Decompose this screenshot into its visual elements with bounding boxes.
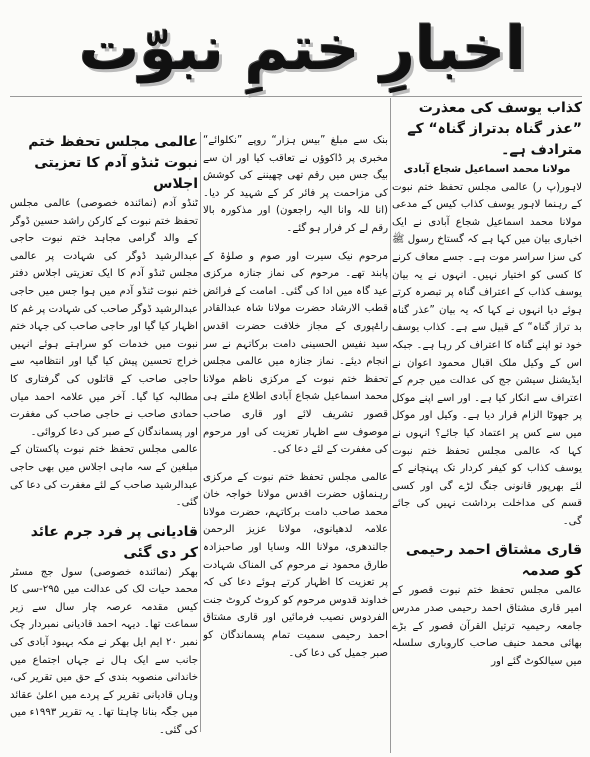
separator xyxy=(203,459,388,469)
article-qari-continued-b: مرحوم نیک سیرت اور صوم و صلوٰۃ کے پابند تھے۔ مرحوم کی نماز جنازہ مرکزی عید گاہ میں ادا کی گئی۔ امامت کے فرائض قطب الارشاد حضرت مولانا شاہ عبدالقادر راۓپوری کے مجاز خلافت حضرت اقدس سید نفیس الحسینی دامت برکاتہم نے سر انجام دیئے۔ نماز جنازہ میں عالمی مجلس تحفظ ختم نبوت کے مرکزی ناظم مولانا محمد اسماعیل شجاع آبادی اطلاع ملتے ہی قصور تشریف لائے اور قاری صاحب موصوف سے اظہار تعزیت کی اور مرحوم کی مغفرت کے لئے دعا کی۔ xyxy=(203,250,388,456)
separator xyxy=(203,238,388,248)
article-qari-headline: قاری مشتاق احمد رحیمی کو صدمہ xyxy=(405,542,582,580)
column-middle xyxy=(203,132,388,752)
article-tando-adam-body: ٹنڈو آدم (نمائندہ خصوصی) عالمی مجلس تحفظ ختم نبوت کے کارکن راشد حسین ڈوگر کے والد گرامی مجاہد ختم نبوت حاجی عبدالرشید ڈوگر کی شہادت پر عالمی مجلس ٹنڈو آدم کا ایک تعزیتی اجلاس دفتر ختم نبوت ٹنڈو آدم میں ہوا جس میں حاجی عبدالرشید ڈوگر صاحب کی شہادت پر غم کا اظہار کیا گیا اور حاجی صاحب کی جہاد ختم نبوت میں خدمات کو سراہتے ہوئے انہیں خراج تحسین پیش کیا گیا اور انتظامیہ سے حاجی صاحب کے قاتلوں کی گرفتاری کا مطالبہ کیا گیا۔ آخر میں علامہ احمد میاں حمادی صاحب نے حاجی صاحب کی مغفرت اور پسماندگان کے صبر کی دعا کروائی۔ xyxy=(10,198,198,438)
article-tando-adam-headline: عالمی مجلس تحفظ ختم نبوت ٹنڈو آدم کا تعزیتی اجلاس xyxy=(28,134,198,192)
article-qadiani-body: بھکر (نمائندہ خصوصی) سول جج مسٹر محمد حیات لک کی عدالت میں ۲۹۵-سی کا کیس مقدمہ عرصہ چار سال سے زیر سماعت تھا۔ دیہہ احمد قادیانی نمبردار چک نمبر ۲۰ ایم ایل بھکر نے مکہ بہبود آبادی کی جانب سے ایک ہال نے جہاں اجتماع میں خاندانی منصوبہ بندی کے حق میں تقریر کی، وہاں قادیانی تقریر کے پردے میں اعلیٰ عقائد میں جگہ بنانا چاہتا تھا۔ یہ تقریر ۱۹۹۳ء میں کی گئی۔ xyxy=(10,566,198,737)
masthead xyxy=(79,4,526,94)
article-qadiani-headline: قادیانی پر فرد جرم عائد کر دی گئی xyxy=(30,523,198,561)
article-yousaf-byline: مولانا محمد اسماعیل شجاع آبادی xyxy=(403,164,571,175)
column-left xyxy=(10,132,198,752)
article-tando-adam-body-b: عالمی مجلس تحفظ ختم نبوت پاکستان کے مبلغین کے سہ ماہی اجلاس میں بھی حاجی عبدالرشید صاحب کے لئے مغفرت کی دعا کی گئی۔ xyxy=(10,444,198,509)
masthead-title: اخبارِ ختمِ نبوّت xyxy=(79,14,526,84)
masthead-divider xyxy=(10,96,582,97)
article-qari-continued-c: عالمی مجلس تحفظ ختم نبوت کے مرکزی رہنماؤں حضرت اقدس مولانا خواجہ خان محمد صاحب دامت برکاتہم، حضرت مولانا علامہ لدھیانوی، مولانا عزیز الرحمن جالندھری، مولانا اللہ وسایا اور صاحبزادہ طارق محمود نے مرحوم کی المناک شہادت پر تعزیت کا اظہار کرتے ہوئے دعا کی کہ خداوند قدوس مرحوم کو کروٹ کروٹ جنت الفردوس نصیب فرمائیں اور قاری مشتاق احمد رحیمی سمیت تمام پسماندگان کو صبر جمیل کی دعا کی۔ xyxy=(203,471,388,659)
article-yousaf-body: لاہور(پ ر) عالمی مجلس تحفظ ختم نبوت کے رہنما لاہور یوسف کذاب کیس کے مدعی مولانا محمد اسماعیل شجاع آبادی نے ایک اخباری بیان میں کہا ہے کہ گستاخ رسول ﷺ کی سزا سراسر موت ہے۔ جسے معاف کرنے کا کسی کو اختیار نہیں۔ انہوں نے یہ بیان یوسف کذاب کے اعتراف گناہ پر تبصرہ کرتے ہوئے دیا انہوں نے کہا کہ یہ بیان ”عذر گناہ بد تراز گناہ“ کے قبیل سے ہے۔ کذاب یوسف خود تو اپنے گناہ کا اعتراف کر رہا ہے۔ جبکہ اس کے وکیل ملک اقبال محمود اعوان نے ایڈیشنل سیشن جج کی عدالت میں جرم کے اعتراف سے انکار کیا ہے۔ اور اسے اپنے موکل پر جھوٹا الزام قرار دیا ہے۔ وکیل اور موکل میں سے کس پر اعتماد کیا جائے؟ انہوں نے کہا کہ عالمی مجلس تحفظ ختم نبوت یوسف کذاب کو کیفر کردار تک پہنچانے کے لئے بھرپور قانونی جنگ لڑے گی اور کسی قسم کی مداخلت برداشت نہیں کی جائے گی۔ xyxy=(392,181,582,527)
column-divider-left xyxy=(200,132,201,732)
separator xyxy=(392,530,582,540)
separator xyxy=(10,512,198,522)
column-divider-right xyxy=(390,98,391,753)
article-yousaf-headline: کذاب یوسف کی معذرت ”عذر گناہ بدتراز گناہ“ کے مترادف ہے۔ xyxy=(407,100,582,158)
article-qari-continued-a: بنک سے مبلغ ”بیس ہزار“ روپے ”نکلوائے“ مخبری پر ڈاکوؤں نے تعاقب کیا اور ان سے بیگ جس میں رقم تھی چھیننے کی کوشش کی مزاحمت پر فائر کر کے شہید کر دیا۔ (انا للہ وانا الیہ راجعون) اور مذکورہ بالا رقم لے کر فرار ہو گئے۔ xyxy=(203,135,388,234)
article-qari-body: عالمی مجلس تحفظ ختم نبوت قصور کے امیر قاری مشتاق احمد رحیمی صدر مدرس جامعہ رحیمیہ ترتیل القرآن قصور کے بڑے بھائی محمد حنیف صاحب کاروباری سلسلہ میں سیالکوٹ گئے اور xyxy=(392,585,582,667)
column-right xyxy=(392,98,582,753)
